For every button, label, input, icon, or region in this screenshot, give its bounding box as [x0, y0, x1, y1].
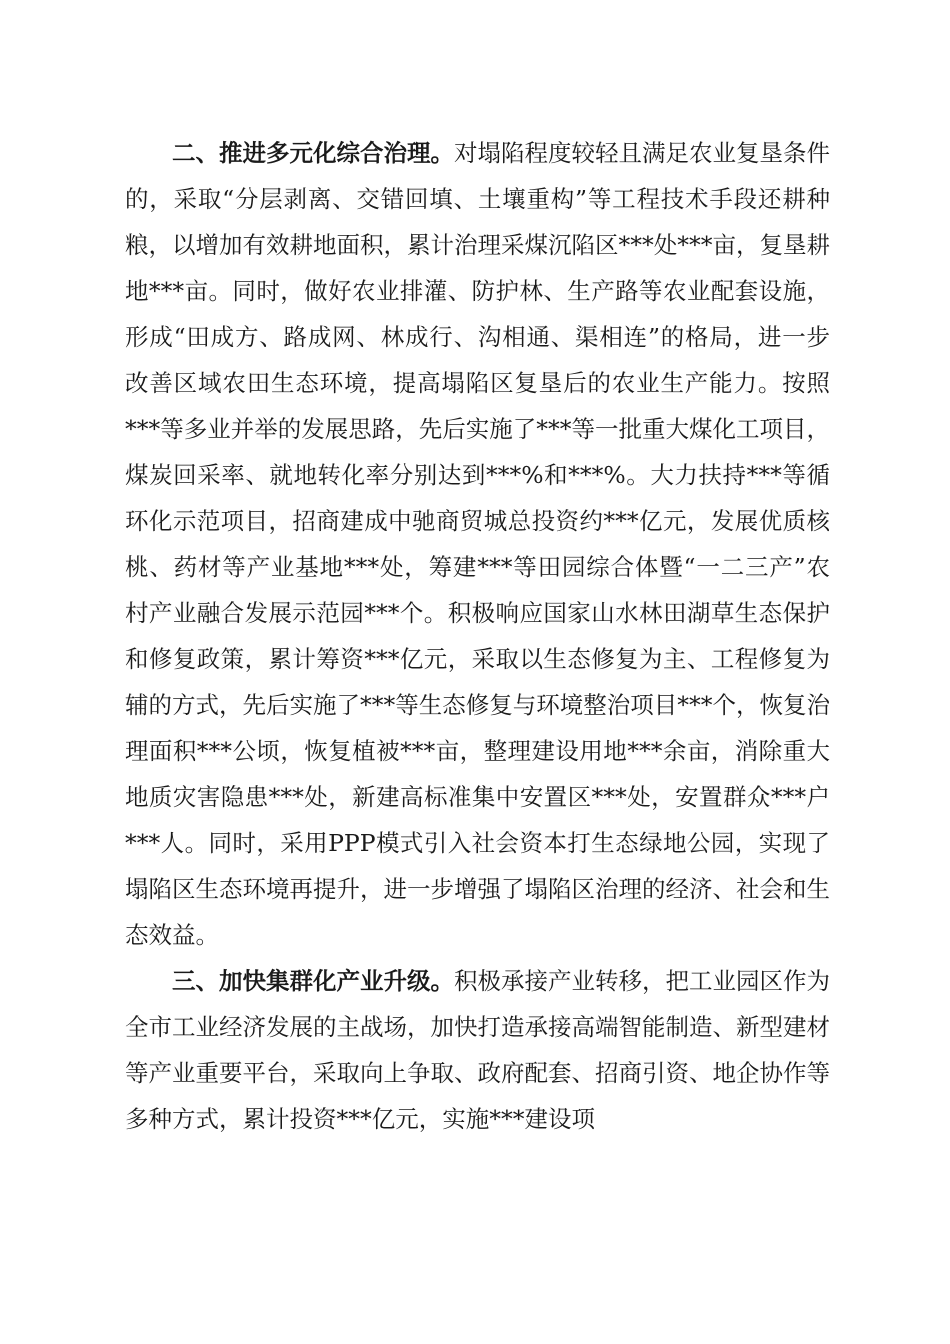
- paragraph-text: 积极承接产业转移，把工业园区作为全市工业经济发展的主战场，加快打造承接高端智能制造、新型建材等产业重要平台，采取向上争取、政府配套、招商引资、地企协作等多种方式，累计投资***亿元，实施***建设项: [125, 967, 830, 1133]
- paragraph-diversified-governance: [125, 130, 830, 958]
- document-body: [125, 130, 830, 1142]
- paragraph-text: 对塌陷程度较轻且满足农业复垦条件的，采取“分层剥离、交错回填、土壤重构”等工程技术手段还耕种粮，以增加有效耕地面积，累计治理采煤沉陷区***处***亩，复垦耕地***亩。同时，做好农业排灌、防护林、生产路等农业配套设施，形成“田成方、路成网、林成行、沟相通、渠相连”的格局，进一步改善区域农田生态环境，提高塌陷区复垦后的农业生产能力。按照***等多业并举的发展思路，先后实施了***等一批重大煤化工项目，煤炭回采率、就地转化率分别达到***%和***%。大力扶持***等循环化示范项目，招商建成中驰商贸城总投资约***亿元，发展优质核桃、药材等产业基地***处，筹建***等田园综合体暨“一二三产”农村产业融合发展示范园***个。积极响应国家山水林田湖草生态保护和修复政策，累计筹资***亿元，采取以生态修复为主、工程修复为辅的方式，先后实施了***等生态修复与环境整治项目***个，恢复治理面积***公顷，恢复植被***亩，整理建设用地***余亩，消除重大地质灾害隐患***处，新建高标准集中安置区***处，安置群众***户***人。同时，采用PPP模式引入社会资本打生态绿地公园，实现了塌陷区生态环境再提升，进一步增强了塌陷区治理的经济、社会和生态效益。: [125, 139, 830, 949]
- section-heading-3: 三、加快集群化产业升级。: [172, 967, 454, 995]
- paragraph-industry-upgrade: [125, 958, 830, 1142]
- section-heading-2: 二、推进多元化综合治理。: [172, 139, 454, 167]
